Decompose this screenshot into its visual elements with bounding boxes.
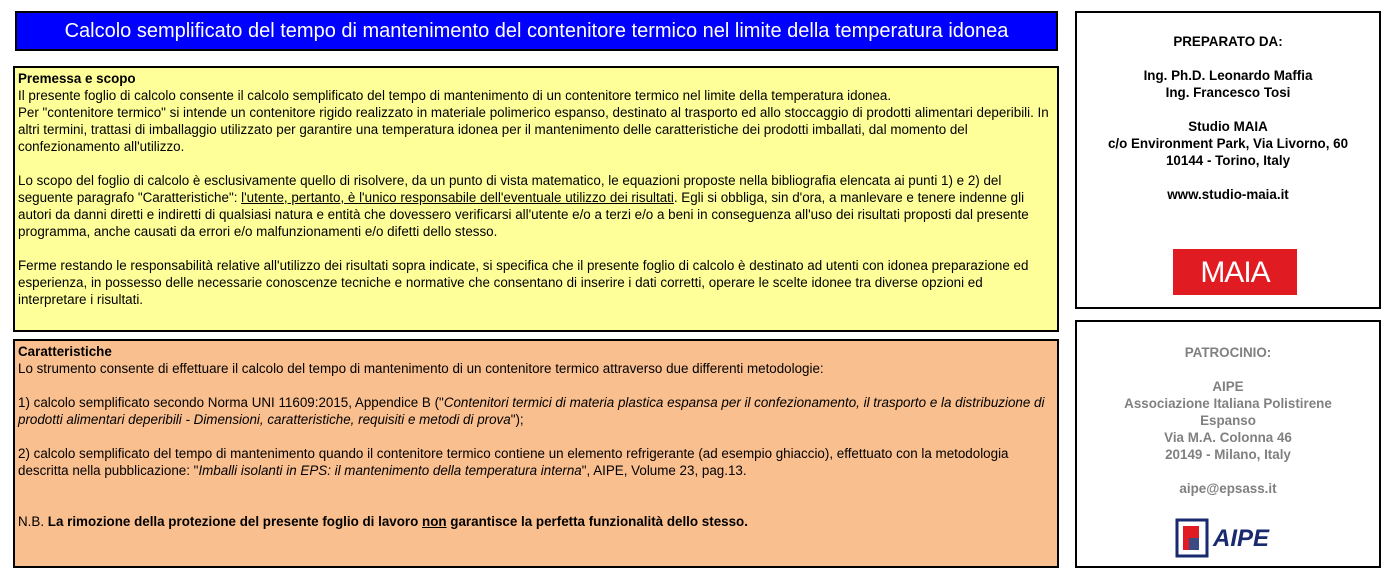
premessa-heading: Premessa e scopo <box>18 71 136 86</box>
item-1-end: "); <box>510 412 524 427</box>
patrocinio-heading: PATROCINIO: <box>1184 345 1272 360</box>
studio-address-2: 10144 - Torino, Italy <box>1165 153 1291 168</box>
caratteristiche-item-2 <box>18 445 1054 479</box>
patrocinio-address-1: Via M.A. Colonna 46 <box>1164 430 1292 445</box>
premessa-paragraph-2: Per "contenitore termico" si intende un contenitore rigido realizzato in materiale polimerico espanso, destinato al trasporto ed allo stoccaggio di prodotti alimentari deperibili. In altri termini, trattasi di imballaggio utilizzato per garantire una temperatura idonea per il mantenimento delle caratteristiche dei prodotti imballati, dal momento del confezionamento all'utilizzo. <box>18 105 1049 154</box>
patrocinio-panel <box>1075 320 1381 568</box>
patrocinio-address-2: 20149 - Milano, Italy <box>1165 447 1291 462</box>
nb-text-1: La rimozione della protezione del presente foglio di lavoro <box>47 514 423 529</box>
author-2: Ing. Francesco Tosi <box>1165 85 1291 100</box>
preparato-heading: PREPARATO DA: <box>1173 34 1283 49</box>
aipe-logo-icon <box>1175 518 1209 558</box>
studio-website[interactable]: www.studio-maia.it <box>1167 187 1289 202</box>
premessa-paragraph-1: Il presente foglio di calcolo consente il calcolo semplificato del tempo di mantenimento di un contenitore termico nel limite della temperatura idonea. <box>18 88 892 103</box>
nb-note <box>18 513 1054 530</box>
aipe-logo-text: AIPE <box>1213 524 1270 552</box>
premessa-section <box>13 66 1059 332</box>
item-1-start: 1) calcolo semplificato secondo Norma UNI 11609:2015, Appendice B (" <box>18 395 444 410</box>
item-2-title: Imballi isolanti in EPS: il mantenimento della temperatura interna <box>198 463 582 478</box>
author-1: Ing. Ph.D. Leonardo Maffia <box>1143 68 1313 83</box>
nb-non: non <box>422 514 447 529</box>
patrocinio-org-1: AIPE <box>1212 379 1244 394</box>
caratteristiche-intro: Lo strumento consente di effettuare il calcolo del tempo di mantenimento di un contenitore termico attraverso due differenti metodologie: <box>18 361 824 376</box>
caratteristiche-item-1 <box>18 394 1054 428</box>
premessa-paragraph-3 <box>18 172 1054 240</box>
patrocinio-org-2: Associazione Italiana Polistirene <box>1124 396 1332 411</box>
item-1-title: Contenitori termici di materia plastica espansa per il confezionamento, il trasporto e la distribuzione di prodotti alimentari deperibili - Dimensioni, caratteristiche, requisiti e metodi di prova <box>18 395 1045 427</box>
nb-prefix: N.B. <box>18 514 48 529</box>
patrocinio-email[interactable]: aipe@epsass.it <box>1179 481 1277 496</box>
premessa-p3-end: . Egli si obbliga, sin d'ora, a manlevare e tenere indenne gli autori da danni diretti e indiretti di qualsiasi natura e entità che dovessero verificarsi all'utente e/o a terzi e/o a beni in conseguenza all'uso dei risultati proposti dal presente programma, anche causati da errori e/o malfunzionamenti e/o difetti dello stesso. <box>18 190 1029 239</box>
nb-text-2: garantisce la perfetta funzionalità dello stesso. <box>446 514 748 529</box>
studio-name: Studio MAIA <box>1188 119 1268 134</box>
patrocinio-org-3: Espanso <box>1200 413 1256 428</box>
studio-address-1: c/o Environment Park, Via Livorno, 60 <box>1107 136 1349 151</box>
premessa-p3-start: Lo scopo del foglio di calcolo è esclusivamente quello di risolvere, da un punto di vista matematico, le equazioni proposte nella bibliografia elencata ai punti 1) e 2) del seguente paragrafo "Caratteristiche": <box>18 173 1002 205</box>
page-title <box>15 11 1058 51</box>
preparato-panel <box>1075 11 1381 309</box>
aipe-logo <box>1175 518 1283 558</box>
item-2-start: 2) calcolo semplificato del tempo di mantenimento quando il contenitore termico contiene un elemento refrigerante (ad esempio ghiaccio), effettuato con la metodologia descritta nella pubblicazione: " <box>18 446 1009 478</box>
caratteristiche-section <box>13 339 1059 568</box>
premessa-paragraph-4: Ferme restando le responsabilità relative all'utilizzo dei risultati sopra indicate, si specifica che il presente foglio di calcolo è destinato ad utenti con idonea preparazione ed esperienza, in possesso delle necessarie conoscenze tecniche e normative che consentano di inserire i dati corretti, operare le scelte idonee tra diverse opzioni ed interpretare i risultati. <box>18 258 1029 307</box>
caratteristiche-heading: Caratteristiche <box>18 344 112 359</box>
page-title-text: Calcolo semplificato del tempo di mantenimento del contenitore termico nel limite della temperatura idonea <box>64 19 1009 42</box>
item-2-end: ", AIPE, Volume 23, pag.13. <box>581 463 747 478</box>
maia-logo <box>1173 249 1297 295</box>
maia-logo-text: MAIA <box>1200 255 1270 289</box>
premessa-p3-responsibility: l'utente, pertanto, è l'unico responsabile dell'eventuale utilizzo dei risultati <box>241 190 674 205</box>
